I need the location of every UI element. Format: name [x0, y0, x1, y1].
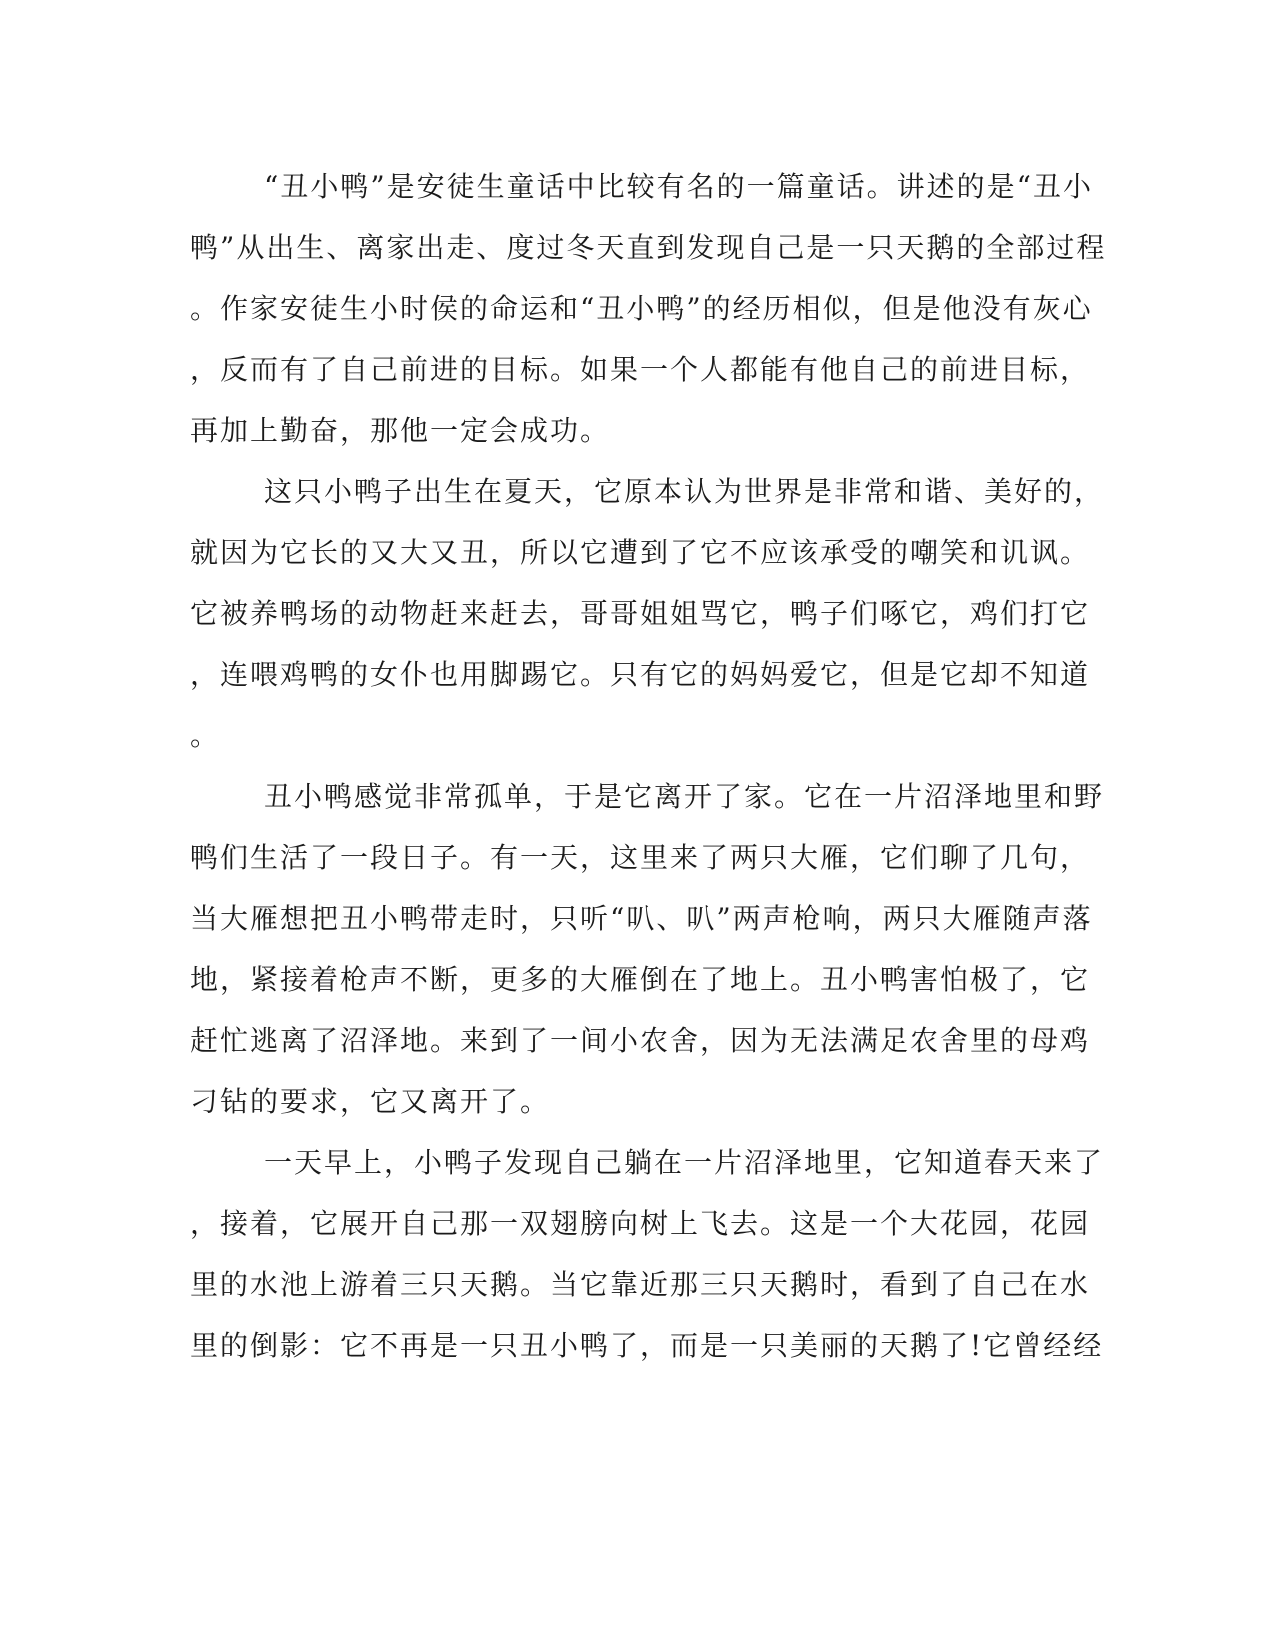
text-line: 它被养鸭场的动物赶来赶去，哥哥姐姐骂它，鸭子们啄它，鸡们打它: [190, 597, 1091, 630]
text-line: 再加上勤奋，那他一定会成功。: [190, 414, 611, 447]
text-line: 鸭们生活了一段日子。有一天，这里来了两只大雁，它们聊了几句，: [190, 841, 1091, 874]
text-line: 地，紧接着枪声不断，更多的大雁倒在了地上。丑小鸭害怕极了，它: [190, 963, 1091, 996]
text-line: 刁钻的要求，它又离开了。: [190, 1085, 551, 1118]
text-line: “丑小鸭”是安徒生童话中比较有名的一篇童话。讲述的是“丑小: [264, 170, 1093, 203]
paragraph-3: [190, 766, 1105, 1132]
paragraph-1: [190, 156, 1107, 461]
text-line: ，接着，它展开自己那一双翅膀向树上飞去。这是一个大花园，花园: [190, 1207, 1091, 1240]
paragraph-4: [190, 1132, 1105, 1376]
text-line: 。: [190, 719, 221, 752]
text-line: 一天早上，小鸭子发现自己躺在一片沼泽地里，它知道春天来了: [264, 1146, 1105, 1179]
text-line: 里的倒影：它不再是一只丑小鸭了，而是一只美丽的天鹅了!它曾经经: [190, 1329, 1104, 1362]
body-text: [190, 156, 1107, 1376]
text-line: ，连喂鸡鸭的女仆也用脚踢它。只有它的妈妈爱它，但是它却不知道: [190, 658, 1091, 691]
text-line: 。作家安徒生小时侯的命运和“丑小鸭”的经历相似，但是他没有灰心: [190, 292, 1093, 325]
text-line: 就因为它长的又大又丑，所以它遭到了它不应该承受的嘲笑和讥讽。: [190, 536, 1091, 569]
text-line: 赶忙逃离了沼泽地。来到了一间小农舍，因为无法满足农舍里的母鸡: [190, 1024, 1091, 1057]
text-line: 丑小鸭感觉非常孤单，于是它离开了家。它在一片沼泽地里和野: [264, 780, 1105, 813]
paragraph-2: [190, 461, 1105, 766]
text-line: 这只小鸭子出生在夏天，它原本认为世界是非常和谐、美好的，: [264, 475, 1105, 508]
text-line: 里的水池上游着三只天鹅。当它靠近那三只天鹅时，看到了自己在水: [190, 1268, 1091, 1301]
text-line: ，反而有了自己前进的目标。如果一个人都能有他自己的前进目标，: [190, 353, 1091, 386]
text-line: 鸭”从出生、离家出走、度过冬天直到发现自己是一只天鹅的全部过程: [190, 231, 1107, 264]
text-line: 当大雁想把丑小鸭带走时，只听“叭、叭”两声枪响，两只大雁随声落: [190, 902, 1093, 935]
